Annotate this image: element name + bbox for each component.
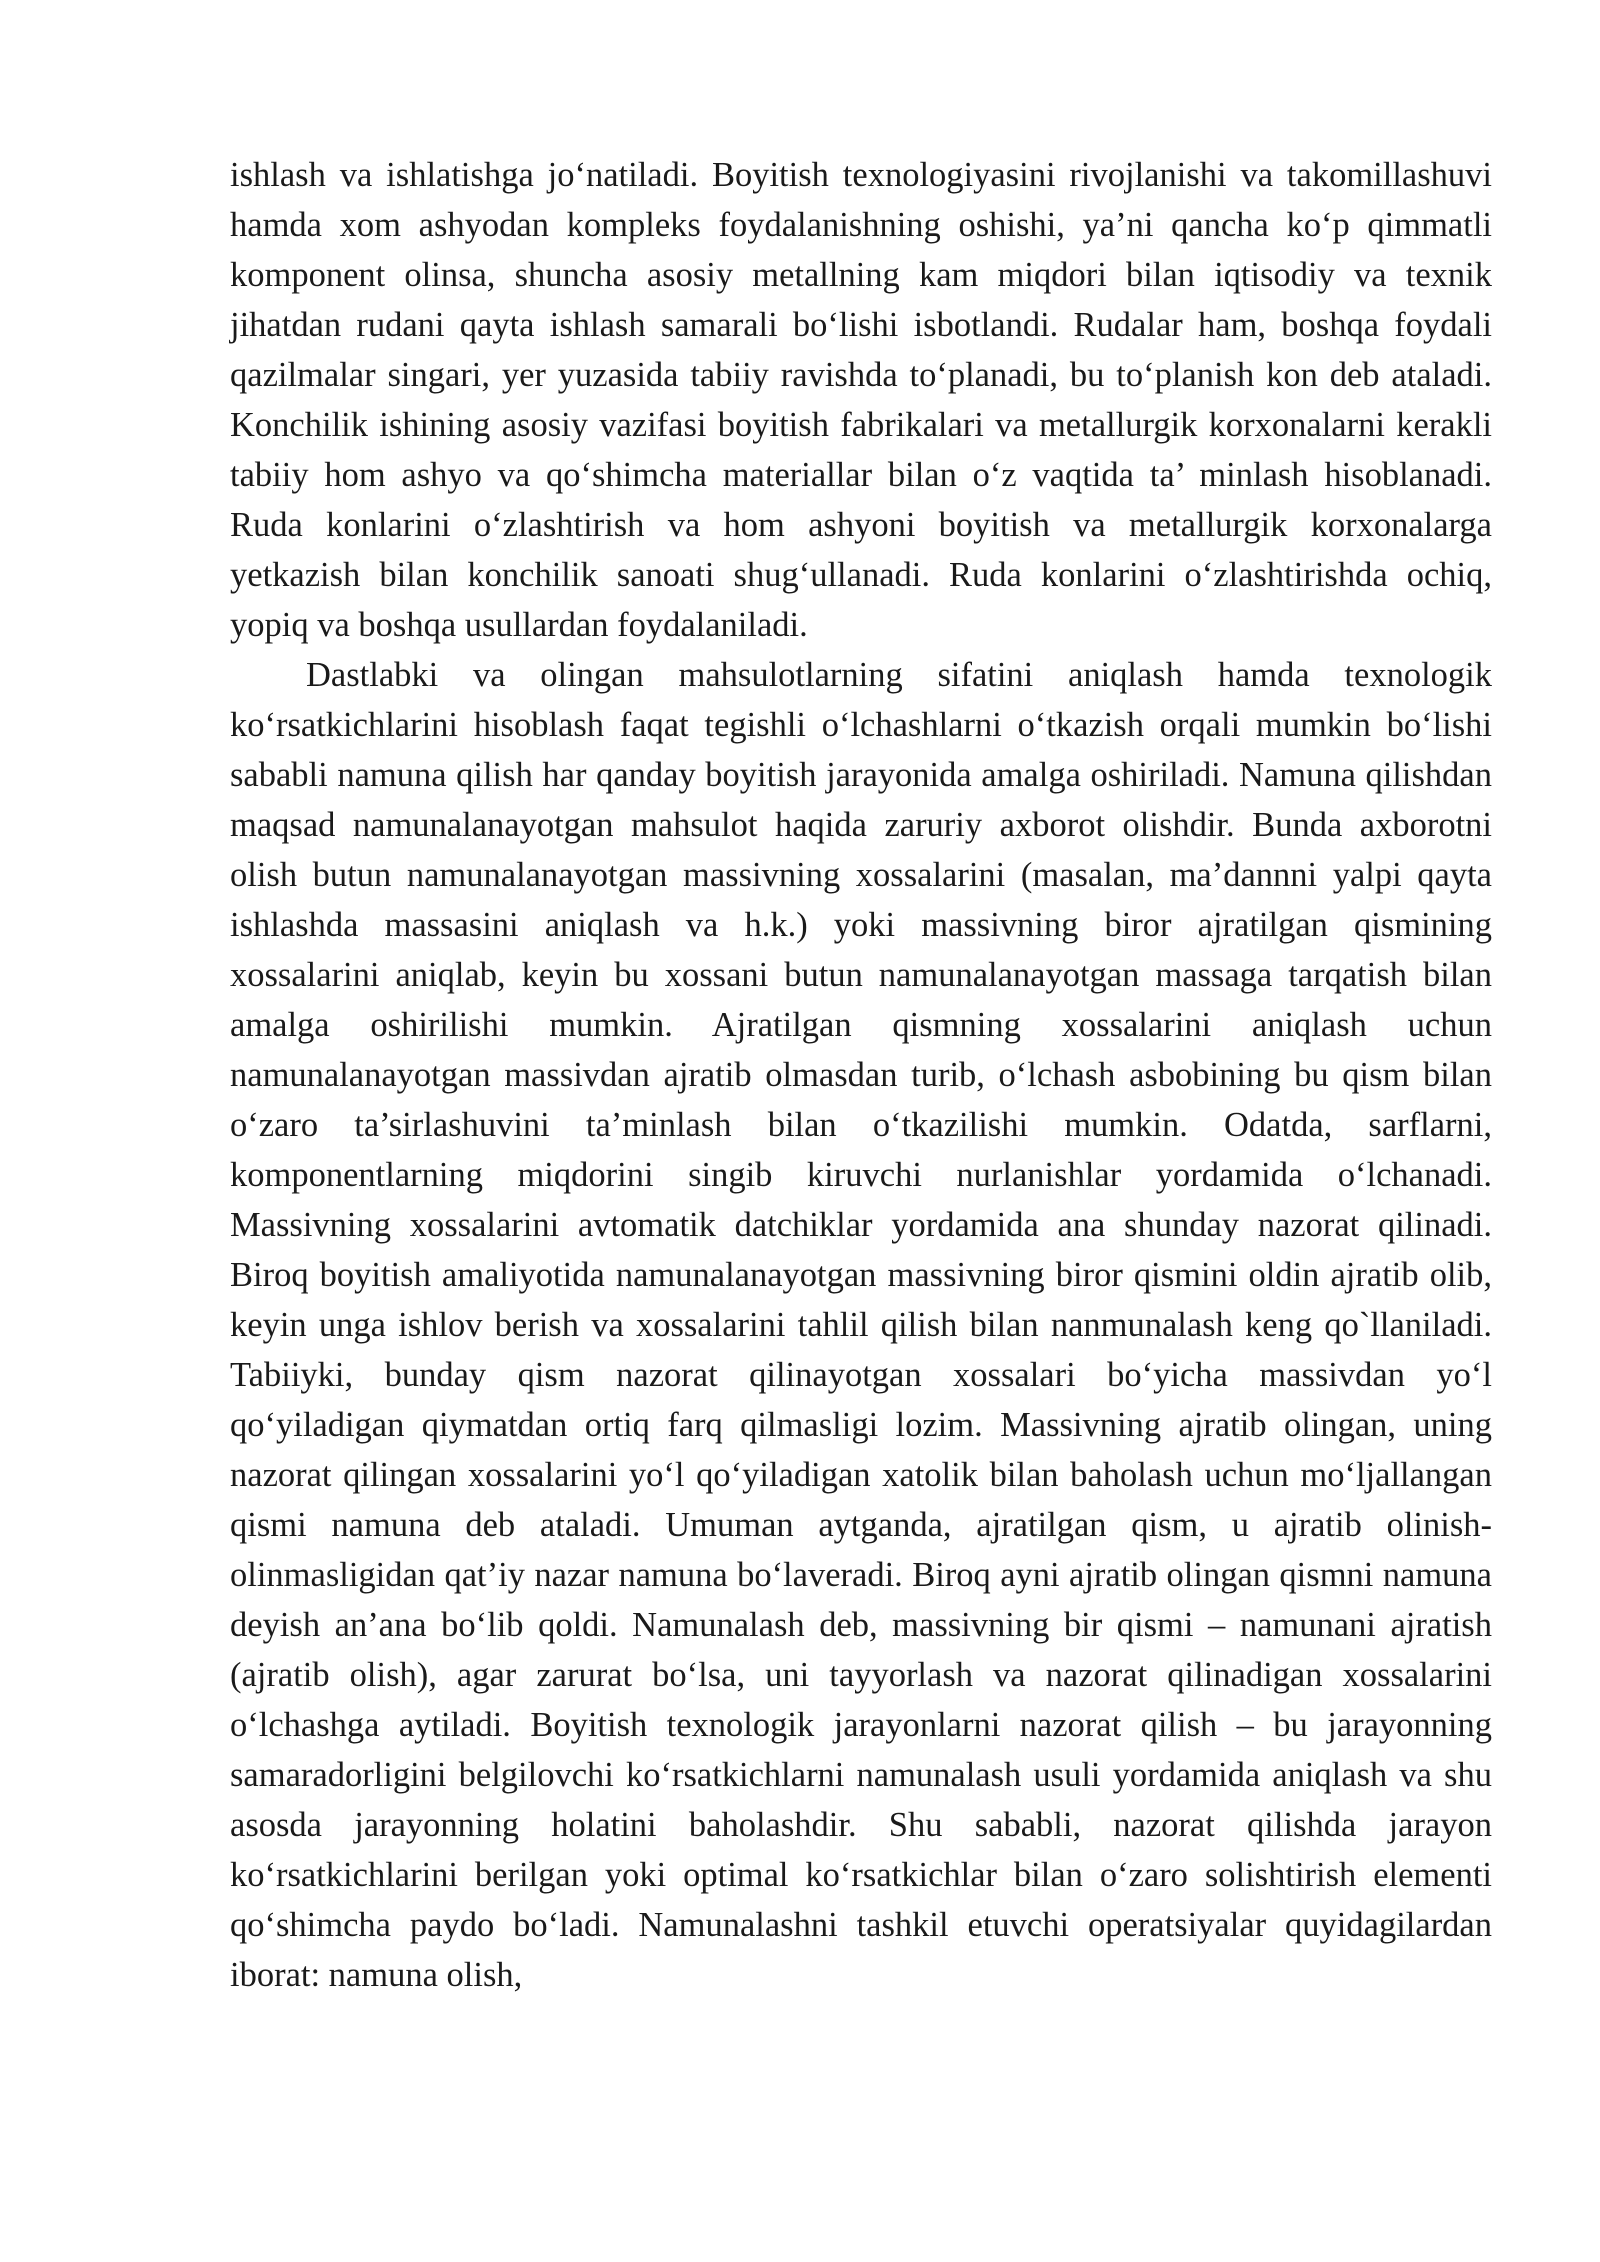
paragraph-1: ishlash va ishlatishga jo‘natiladi. Boyitish texnologiyasini rivojlanishi va takomillashuvi hamda xom ashyodan kompleks foydalanishning oshishi, ya’ni qancha ko‘p qimmatli komponent olinsa, shuncha asosiy metallning kam miqdori bilan iqtisodiy va texnik jihatdan rudani qayta ishlash samarali bo‘lishi isbotlandi. Rudalar ham, boshqa foydali qazilmalar singari, yer yuzasida tabiiy ravishda to‘planadi, bu to‘planish kon deb ataladi. Konchilik ishining asosiy vazifasi boyitish fabrikalari va metallurgik korxonalarni kerakli tabiiy hom ashyo va qo‘shimcha materiallar bilan o‘z vaqtida ta’ minlash hisoblanadi. Ruda konlarini o‘zlashtirish va hom ashyoni boyitish va metallurgik korxonalarga yetkazish bilan konchilik sanoati shug‘ullanadi. Ruda konlarini o‘zlashtirishda ochiq, yopiq va boshqa usullardan foydalaniladi. — [230, 156, 1492, 644]
document-page — [230, 150, 1492, 2000]
paragraph-2: Dastlabki va olingan mahsulotlarning sifatini aniqlash hamda texnologik ko‘rsatkichlarini hisoblash faqat tegishli o‘lchashlarni o‘tkazish orqali mumkin bo‘lishi sababli namuna qilish har qanday boyitish jarayonida amalga oshiriladi. Namuna qilishdan maqsad namunalanayotgan mahsulot haqida zaruriy axborot olishdir. Bunda axborotni olish butun namunalanayotgan massivning xossalarini (masalan, ma’dannni yalpi qayta ishlashda massasini aniqlash va h.k.) yoki massivning biror ajratilgan qismining xossalarini aniqlab, keyin bu xossani butun namunalanayotgan massaga tarqatish bilan amalga oshirilishi mumkin. Ajratilgan qismning xossalarini aniqlash uchun namunalanayotgan massivdan ajratib olmasdan turib, o‘lchash asbobining bu qism bilan o‘zaro ta’sirlashuvini ta’minlash bilan o‘tkazilishi mumkin. Odatda, sarflarni, komponentlarning miqdorini singib kiruvchi nurlanishlar yordamida o‘lchanadi. Massivning xossalarini avtomatik datchiklar yordamida ana shunday nazorat qilinadi. Biroq boyitish amaliyotida namunalanayotgan massivning biror qismini oldin ajratib olib, keyin unga ishlov berish va xossalarini tahlil qilish bilan nanmunalash keng qo`llaniladi. Tabiiyki, bunday qism nazorat qilinayotgan xossalari bo‘yicha massivdan yo‘l qo‘yiladigan qiymatdan ortiq farq qilmasligi lozim. Massivning ajratib olingan, uning nazorat qilingan xossalarini yo‘l qo‘yiladigan xatolik bilan baholash uchun mo‘ljallangan qismi namuna deb ataladi. Umuman aytganda, ajratilgan qism, u ajratib olinish-olinmasligidan qat’iy nazar namuna bo‘laveradi. Biroq ayni ajratib olingan qismni namuna deyish an’ana bo‘lib qoldi. Namunalash deb, massivning bir qismi – namunani ajratish (ajratib olish), agar zarurat bo‘lsa, uni tayyorlash va nazorat qilinadigan xossalarini o‘lchashga aytiladi. Boyitish texnologik jarayonlarni nazorat qilish – bu jarayonning samaradorligini belgilovchi ko‘rsatkichlarni namunalash usuli yordamida aniqlash va shu asosda jarayonning holatini baholashdir. Shu sababli, nazorat qilishda jarayon ko‘rsatkichlarini berilgan yoki optimal ko‘rsatkichlar bilan o‘zaro solishtirish elementi qo‘shimcha paydo bo‘ladi. Namunalashni tashkil etuvchi operatsiyalar quyidagilardan iborat: namuna olish, — [230, 656, 1492, 1994]
